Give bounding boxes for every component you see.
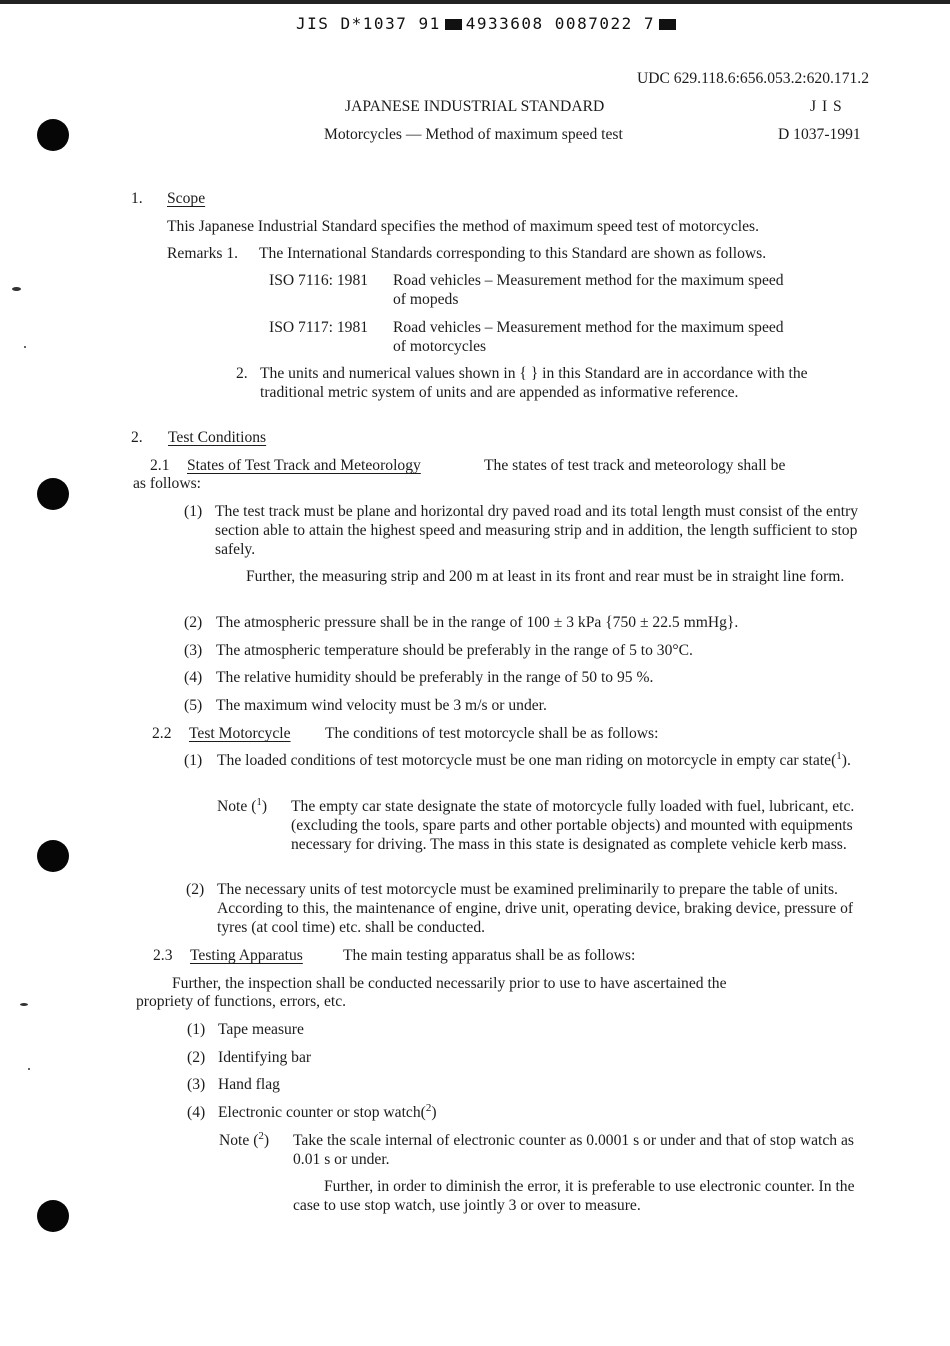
remark-2-text: The units and numerical values shown in { } in this Standard are in accordance with the traditional metric system of units and are appended as informative reference. (260, 365, 808, 401)
punch-hole (37, 840, 69, 872)
iso-code: ISO 7116: 1981 (269, 272, 369, 289)
item-text: Identifying bar (218, 1049, 312, 1066)
section-1-title: Scope (167, 190, 206, 207)
remarks-label: Remarks 1. (167, 245, 239, 262)
item-text: The test track must be plane and horizontal dry paved road and its total length must consist of the entry section able to attain the highest speed and measuring strip and in addition, the length sufficient to stop safely. (215, 503, 859, 558)
section-1-number: 1. (131, 190, 143, 207)
item-number: (3) (184, 642, 203, 659)
scope-text: This Japanese Industrial Standard specifies the method of maximum speed test of motorcycles. (167, 218, 759, 235)
inspection-note: Further, the inspection shall be conducted necessarily prior to use to have ascertained the (172, 975, 727, 992)
scan-speck (24, 346, 26, 348)
barcode-block-2 (659, 19, 676, 30)
note-1-text: The empty car state designate the state of motorcycle fully loaded with fuel, lubricant, etc. (excluding the tools, spare parts and other portable objects) and mounted with equipments necessary for driving. The mass in this state is designated as complete vehicle kerb mass. (291, 798, 855, 853)
subsection-2-3-title: Testing Apparatus (190, 947, 303, 964)
note-ref: 2 (258, 1130, 264, 1142)
item-number: (1) (187, 1021, 206, 1038)
footnote-ref: 2 (425, 1102, 432, 1114)
item-text: The atmospheric pressure shall be in the range of 100 ± 3 kPa {750 ± 22.5 mmHg}. (216, 614, 739, 631)
measuring-strip-note: Further, the measuring strip and 200 m at least in its front and rear must be in straight line form. (246, 568, 845, 585)
section-2-number: 2. (131, 429, 143, 446)
item-number: (3) (187, 1076, 206, 1093)
item-number: (2) (186, 881, 205, 898)
code-part-2: 4933608 0087022 7 (465, 14, 655, 33)
subsection-2-1-lead: The states of test track and meteorology shall be (484, 457, 786, 474)
scan-top-edge (0, 0, 950, 4)
footnote-ref: 1 (836, 750, 842, 762)
section-2-title: Test Conditions (168, 429, 267, 446)
code-part-1: JIS D*1037 91 (296, 14, 441, 33)
item-number: (4) (187, 1104, 206, 1121)
subsection-2-2-lead: The conditions of test motorcycle shall be as follows: (325, 725, 659, 742)
jis-mark: J I S (810, 98, 843, 115)
remarks-text: The International Standards corresponding to this Standard are shown as follows. (259, 245, 767, 262)
document-subject: Motorcycles — Method of maximum speed test (324, 126, 623, 143)
item-number: (2) (184, 614, 203, 631)
note-ref: 1 (256, 796, 262, 808)
item-text: Electronic counter or stop watch (218, 1104, 421, 1121)
scan-speck (28, 1068, 30, 1070)
note-label: Note (217, 798, 248, 815)
inspection-note-cont: propriety of functions, errors, etc. (136, 993, 347, 1010)
timer-item: Electronic counter or stop watch($^2$) (218, 1102, 437, 1121)
iso-code: ISO 7117: 1981 (269, 319, 369, 336)
subsection-2-1-lead-cont: as follows: (133, 475, 202, 492)
subsection-2-3-lead: The main testing apparatus shall be as follows: (343, 947, 636, 964)
punch-hole (37, 1200, 69, 1232)
scan-speck (20, 1003, 28, 1006)
udc-number: UDC 629.118.6:656.053.2:620.171.2 (636, 70, 869, 87)
item-text: Hand flag (218, 1076, 280, 1093)
document-code (296, 14, 680, 33)
standard-title: JAPANESE INDUSTRIAL STANDARD (345, 98, 605, 115)
barcode-block-1 (445, 19, 462, 30)
scan-speck (12, 287, 21, 291)
punch-hole (37, 478, 69, 510)
item-text: The relative humidity should be preferably in the range of 50 to 95 %. (216, 669, 654, 686)
item-number: (2) (187, 1049, 206, 1066)
iso-title-line-1: Road vehicles – Measurement method for the maximum speed (393, 272, 784, 289)
item-text: Tape measure (218, 1021, 304, 1038)
remark-2-number: 2. (236, 365, 248, 382)
item-number: (1) (184, 503, 203, 520)
item-number: (4) (184, 669, 203, 686)
iso-title-line-1: Road vehicles – Measurement method for the maximum speed (393, 319, 784, 336)
subsection-2-3-number: 2.3 (153, 947, 173, 964)
item-text: The atmospheric temperature should be preferably in the range of 5 to 30°C. (216, 642, 693, 659)
iso-title-line-2: of motorcycles (393, 338, 487, 355)
note-2-text: Take the scale internal of electronic counter as 0.0001 s or under and that of stop watch as 0.01 s or under. (293, 1132, 854, 1168)
subsection-2-1-number: 2.1 (150, 457, 170, 474)
loaded-condition-item: The loaded conditions of test motorcycle must be one man riding on motorcycle in empty car state($^1$). (217, 750, 851, 769)
note-label: Note (219, 1132, 250, 1149)
subsection-2-1-title: States of Test Track and Meteorology (187, 457, 421, 474)
subsection-2-2-title: Test Motorcycle (189, 725, 291, 742)
item-text: The loaded conditions of test motorcycle must be one man riding on motorcycle in empty car state (217, 752, 832, 769)
item-text: The maximum wind velocity must be 3 m/s or under. (216, 697, 547, 714)
punch-hole (37, 119, 69, 151)
item-number: (1) (184, 752, 203, 769)
iso-title-line-2: of mopeds (393, 291, 459, 308)
standard-number: D 1037-1991 (778, 126, 861, 143)
subsection-2-2-number: 2.2 (152, 725, 172, 742)
note-2: Note ($^2$) (219, 1130, 270, 1149)
note-2-further: Further, in order to diminish the error, it is preferable to use electronic counter. In the case to use stop watch, use jointly 3 or over to measure. (293, 1178, 855, 1214)
item-text: The necessary units of test motorcycle must be examined preliminarily to prepare the table of units. According to this, the maintenance of engine, drive unit, operating device, braking device, pressure of tyres (at cool time) etc. shall be conducted. (217, 881, 854, 936)
note-1: Note ($^1$) (217, 796, 268, 815)
item-number: (5) (184, 697, 203, 714)
